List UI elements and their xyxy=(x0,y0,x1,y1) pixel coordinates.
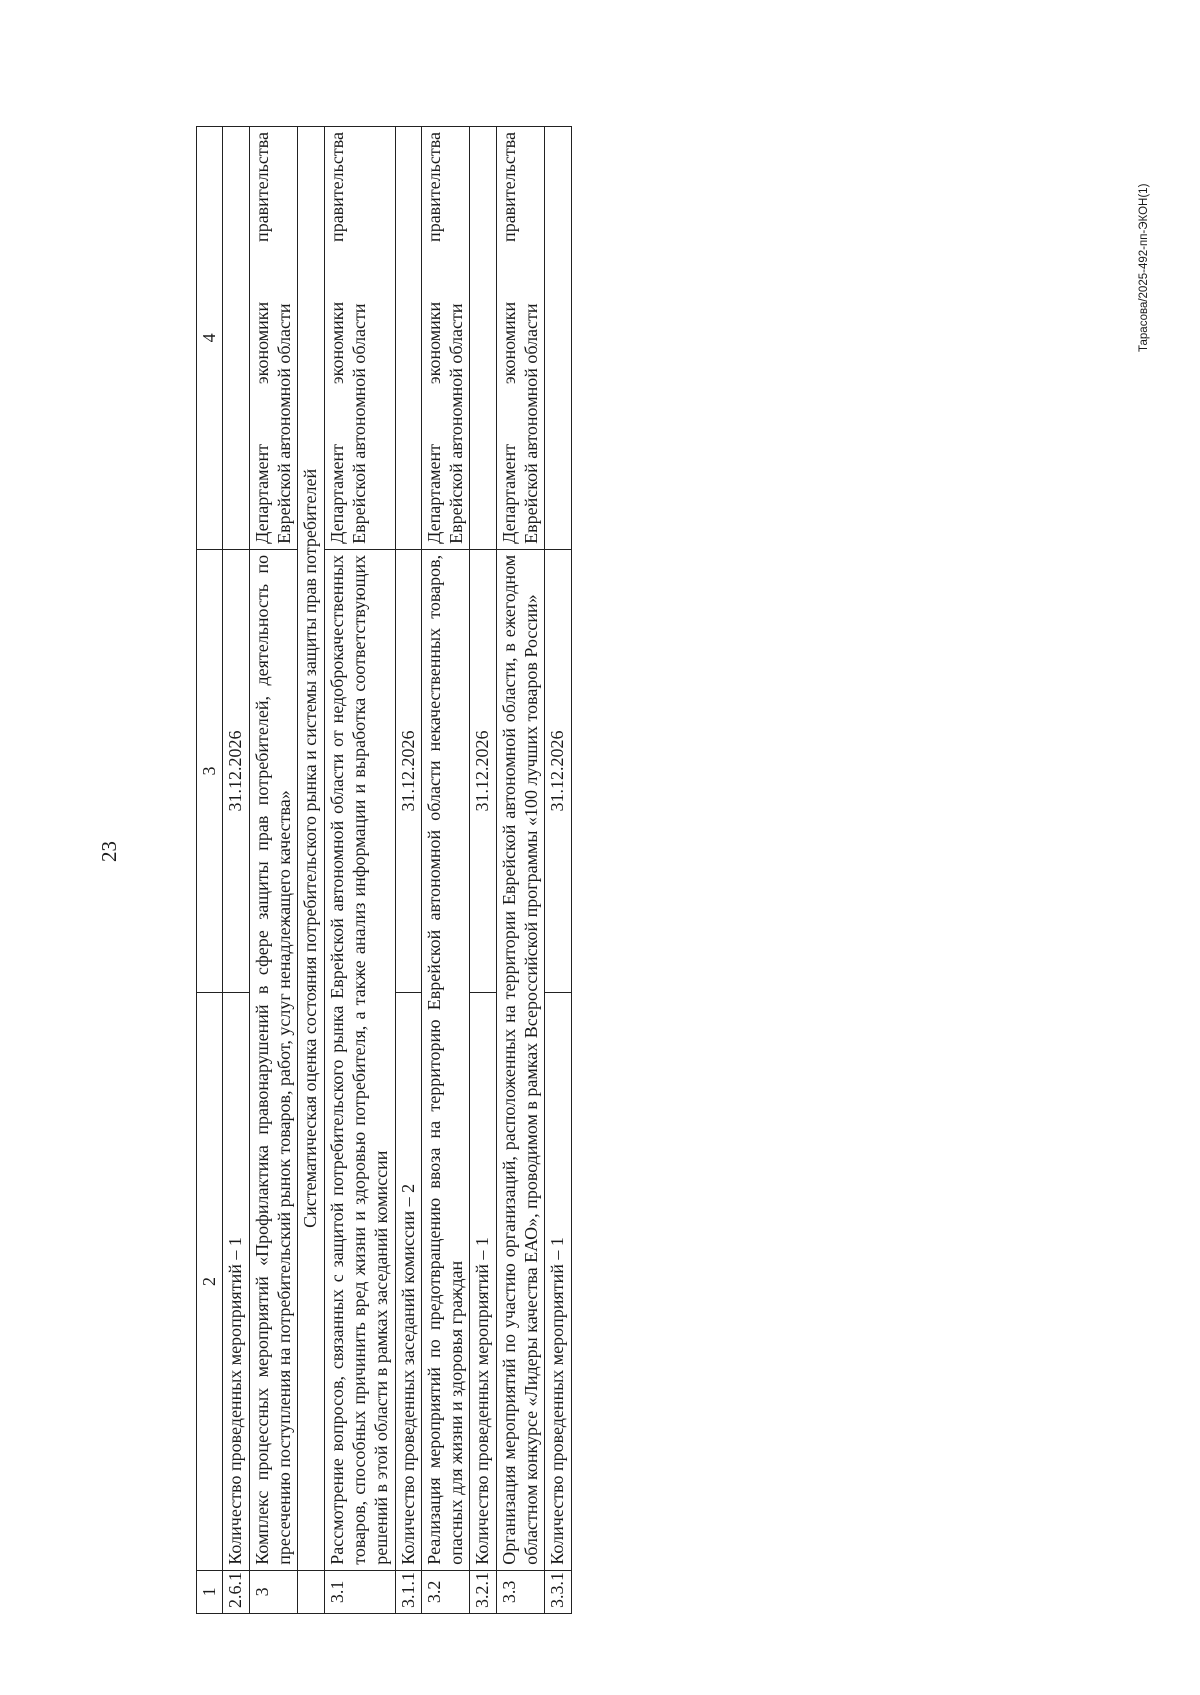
row-number: 3.2 xyxy=(421,1570,470,1613)
table-row xyxy=(324,127,395,1614)
responsible-part: экономики xyxy=(423,301,444,385)
section-title: Систематическая оценка состояния потребительского рынка и системы защиты прав потребителей xyxy=(298,127,324,1571)
header-col-3: 3 xyxy=(197,549,223,992)
responsible-part: правительства xyxy=(498,132,519,242)
header-col-2: 2 xyxy=(197,993,223,1570)
responsible-part: Департамент xyxy=(251,444,272,544)
responsible-part: Департамент xyxy=(498,444,519,544)
responsible-part: правительства xyxy=(423,132,444,242)
row-description: Организация мероприятий по участию организаций, расположенных на территории Еврейской автономной области, в ежегодном областном конкурсе «Лидеры качества ЕАО», проводимом в рамках Всероссийской программы «100 лучших товаров России» xyxy=(496,549,545,1570)
responsible-part: правительства xyxy=(251,132,272,242)
row-deadline: 31.12.2026 xyxy=(470,549,496,992)
responsible-line-1 xyxy=(423,132,445,544)
row-description: Количество проведенных мероприятий – 1 xyxy=(470,993,496,1570)
row-number: 3 xyxy=(249,1570,298,1613)
measures-table xyxy=(196,126,572,1614)
page-number: 23 xyxy=(97,841,121,862)
table-row xyxy=(470,127,496,1614)
row-responsible xyxy=(470,127,496,550)
row-description: Рассмотрение вопросов, связанных с защитой потребительского рынка Еврейской автономной области от недоброкачественных товаров, способных причинить вред жизни и здоровью потребителя, а также анализ информации и выработка соответствующих решений в этой области в рамках заседаний комиссии xyxy=(324,549,395,1570)
header-col-4: 4 xyxy=(197,127,223,550)
row-responsible xyxy=(421,127,470,550)
table-row xyxy=(545,127,571,1614)
responsible-line-2: Еврейской автономной области xyxy=(348,303,369,544)
row-description: Количество проведенных мероприятий – 1 xyxy=(545,993,571,1570)
responsible-line-1 xyxy=(326,132,348,544)
rotated-table-container xyxy=(196,126,572,1614)
row-responsible xyxy=(496,127,545,550)
row-description: Количество проведенных заседаний комиссии – 2 xyxy=(395,993,421,1570)
row-responsible xyxy=(545,127,571,550)
responsible-line-2: Еврейской автономной области xyxy=(446,303,467,544)
row-number: 3.2.1 xyxy=(470,1570,496,1613)
row-number xyxy=(298,1570,324,1613)
table-row xyxy=(249,127,298,1614)
table-row xyxy=(421,127,470,1614)
row-responsible xyxy=(324,127,395,550)
responsible-part: правительства xyxy=(326,132,347,242)
row-number: 3.3 xyxy=(496,1570,545,1613)
row-description: Реализация мероприятий по предотвращению ввоза на территорию Еврейской автономной области некачественных товаров, опасных для жизни и здоровья граждан xyxy=(421,549,470,1570)
responsible-part: экономики xyxy=(326,301,347,385)
responsible-line-1 xyxy=(498,132,520,544)
responsible-part: экономики xyxy=(251,301,272,385)
responsible-part: экономики xyxy=(498,301,519,385)
table-row xyxy=(395,127,421,1614)
row-deadline: 31.12.2026 xyxy=(395,549,421,992)
row-number: 3.1 xyxy=(324,1570,395,1613)
row-description: Комплекс процессных мероприятий «Профилактика правонарушений в сфере защиты прав потребителей, деятельность по пресечению поступления на потребительский рынок товаров, работ, услуг ненадлежащего качества» xyxy=(249,549,298,1570)
header-col-1: 1 xyxy=(197,1570,223,1613)
responsible-part: Департамент xyxy=(423,444,444,544)
table-row xyxy=(223,127,249,1614)
section-row xyxy=(298,127,324,1614)
row-responsible xyxy=(395,127,421,550)
row-responsible xyxy=(249,127,298,550)
row-responsible xyxy=(223,127,249,550)
document-id-footer: Тарасова/2025-492-пп-ЭКОН(1) xyxy=(1138,183,1150,352)
row-number: 3.3.1 xyxy=(545,1570,571,1613)
responsible-line-1 xyxy=(251,132,273,544)
responsible-line-2: Еврейской автономной области xyxy=(521,303,542,544)
table-row xyxy=(496,127,545,1614)
responsible-line-2: Еврейской автономной области xyxy=(273,303,294,544)
table-header-row xyxy=(197,127,223,1614)
row-description: Количество проведенных мероприятий – 1 xyxy=(223,993,249,1570)
row-number: 3.1.1 xyxy=(395,1570,421,1613)
row-deadline: 31.12.2026 xyxy=(545,549,571,992)
row-number: 2.6.1 xyxy=(223,1570,249,1613)
row-deadline: 31.12.2026 xyxy=(223,549,249,992)
responsible-part: Департамент xyxy=(326,444,347,544)
